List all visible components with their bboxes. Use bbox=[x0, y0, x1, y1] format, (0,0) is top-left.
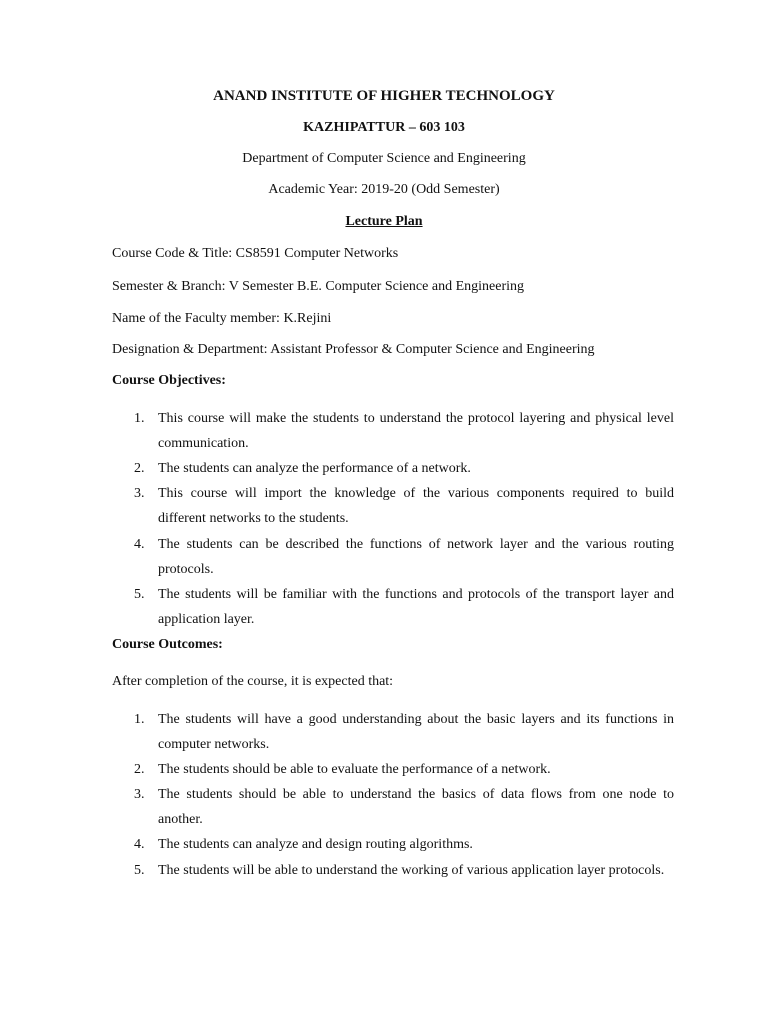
list-number: 3. bbox=[134, 486, 145, 501]
course-outcomes-heading: Course Outcomes: bbox=[112, 637, 223, 652]
list-number: 2. bbox=[134, 461, 145, 476]
department-name: Department of Computer Science and Engineering bbox=[242, 151, 526, 166]
list-number: 5. bbox=[134, 863, 145, 878]
list-text: The students should be able to evaluate the performance of a network. bbox=[158, 762, 551, 777]
list-number: 4. bbox=[134, 837, 145, 852]
lecture-plan-title: Lecture Plan bbox=[345, 214, 423, 229]
list-text: The students can analyze the performance of a network. bbox=[158, 461, 471, 476]
course-objectives-heading: Course Objectives: bbox=[112, 373, 226, 388]
faculty-name: Name of the Faculty member: K.Rejini bbox=[112, 311, 332, 326]
list-number: 5. bbox=[134, 587, 145, 602]
list-text: The students should be able to understand the basics of data flows from one node to another. bbox=[158, 787, 674, 827]
list-text: The students will be able to understand the working of various application layer protocols. bbox=[158, 863, 665, 878]
list-number: 3. bbox=[134, 787, 145, 802]
course-code-title: Course Code & Title: CS8591 Computer Networks bbox=[112, 246, 399, 261]
list-number: 4. bbox=[134, 537, 145, 552]
list-text: This course will import the knowledge of the various components required to build different networks to the students. bbox=[158, 486, 674, 526]
list-number: 2. bbox=[134, 762, 145, 777]
academic-year: Academic Year: 2019-20 (Odd Semester) bbox=[268, 182, 500, 197]
semester-branch: Semester & Branch: V Semester B.E. Computer Science and Engineering bbox=[112, 279, 524, 294]
institute-title: ANAND INSTITUTE OF HIGHER TECHNOLOGY bbox=[213, 88, 555, 104]
outcomes-intro: After completion of the course, it is expected that: bbox=[112, 674, 394, 689]
list-text: This course will make the students to understand the protocol layering and physical level communication. bbox=[158, 411, 674, 451]
list-text: The students can analyze and design routing algorithms. bbox=[158, 837, 473, 852]
list-number: 1. bbox=[134, 411, 145, 426]
list-text: The students will be familiar with the functions and protocols of the transport layer and application layer. bbox=[158, 587, 674, 627]
list-text: The students will have a good understanding about the basic layers and its functions in computer networks. bbox=[158, 712, 674, 752]
list-number: 1. bbox=[134, 712, 145, 727]
list-text: The students can be described the functions of network layer and the various routing protocols. bbox=[158, 537, 674, 577]
institute-location: KAZHIPATTUR – 603 103 bbox=[303, 120, 465, 135]
designation-department: Designation & Department: Assistant Professor & Computer Science and Engineering bbox=[112, 342, 595, 357]
